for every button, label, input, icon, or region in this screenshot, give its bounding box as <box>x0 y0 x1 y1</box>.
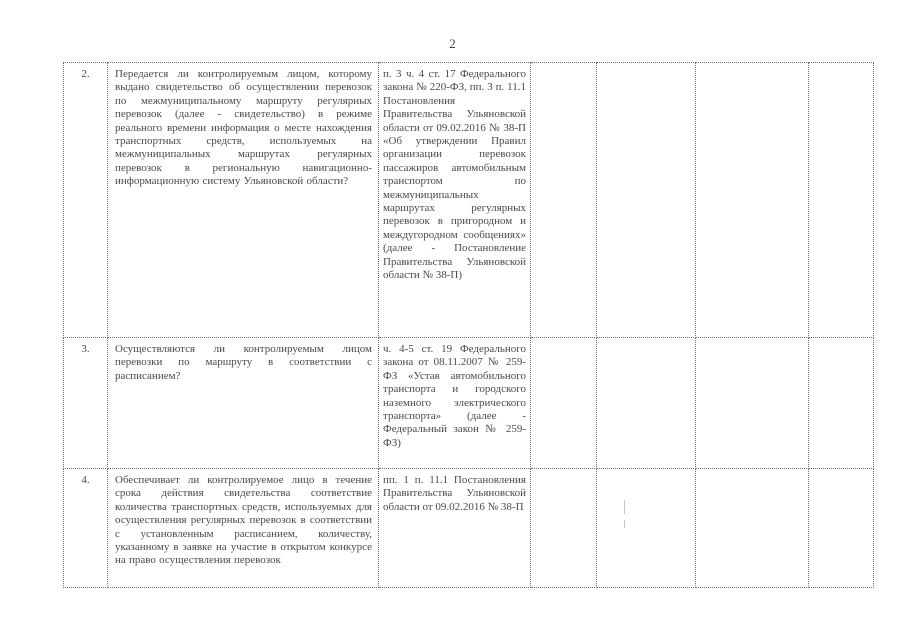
table-row <box>64 63 874 338</box>
empty-cell <box>696 469 809 588</box>
empty-cell <box>696 63 809 338</box>
empty-cell <box>809 469 874 588</box>
row-number: 4. <box>64 469 108 588</box>
row-number: 3. <box>64 338 108 469</box>
legal-reference-cell: ч. 4-5 ст. 19 Федерального закона от 08.11.2007 № 259-ФЗ «Устав автомобильного транспорта и городского наземного электрического транспорта» (далее - Федеральный закон № 259-ФЗ) <box>379 338 531 469</box>
legal-reference-cell: пп. 1 п. 11.1 Постановления Правительства Ульяновской области от 09.02.2016 № 38-П <box>379 469 531 588</box>
scan-artifact <box>624 520 625 528</box>
empty-cell <box>531 469 597 588</box>
empty-cell <box>696 338 809 469</box>
page-number: 2 <box>449 36 456 51</box>
legal-reference-cell: п. 3 ч. 4 ст. 17 Федерального закона № 220-ФЗ, пп. 3 п. 11.1 Постановления Правительства Ульяновской области от 09.02.2016 № 38-П «Об утверждении Правил организации перевозок пассажиров автомобильным транспортом по межмуниципальных маршрутах регулярных перевозок в пригородном и междугородном сообщениях» (далее - Постановление Правительства Ульяновской области № 38-П) <box>379 63 531 338</box>
scan-artifact <box>624 500 625 514</box>
empty-cell <box>597 469 696 588</box>
empty-cell <box>597 338 696 469</box>
empty-cell <box>531 338 597 469</box>
question-cell: Обеспечивает ли контролируемое лицо в течение срока действия свидетельства соответствие количества транспортных средств, используемых для осуществления регулярных перевозок в соответствии с установленным расписанием, количеству, указанному в заявке на участие в открытом конкурсе на право осуществления перевозок <box>108 469 379 588</box>
question-cell: Осуществляются ли контролируемым лицом перевозки по маршруту в соответствии с расписанием? <box>108 338 379 469</box>
checklist-table <box>63 62 874 588</box>
empty-cell <box>809 63 874 338</box>
empty-cell <box>597 63 696 338</box>
row-number: 2. <box>64 63 108 338</box>
question-cell: Передается ли контролируемым лицом, которому выдано свидетельство об осуществлении перевозок по межмуниципальному маршруту регулярных перевозок (далее - свидетельство) в режиме реального времени информация о месте нахождения транспортных средств, используемых на межмуниципальных маршрутах регулярных перевозок в региональную навигационно-информационную систему Ульяновской области? <box>108 63 379 338</box>
empty-cell <box>531 63 597 338</box>
table-row <box>64 338 874 469</box>
empty-cell <box>809 338 874 469</box>
table-row <box>64 469 874 588</box>
